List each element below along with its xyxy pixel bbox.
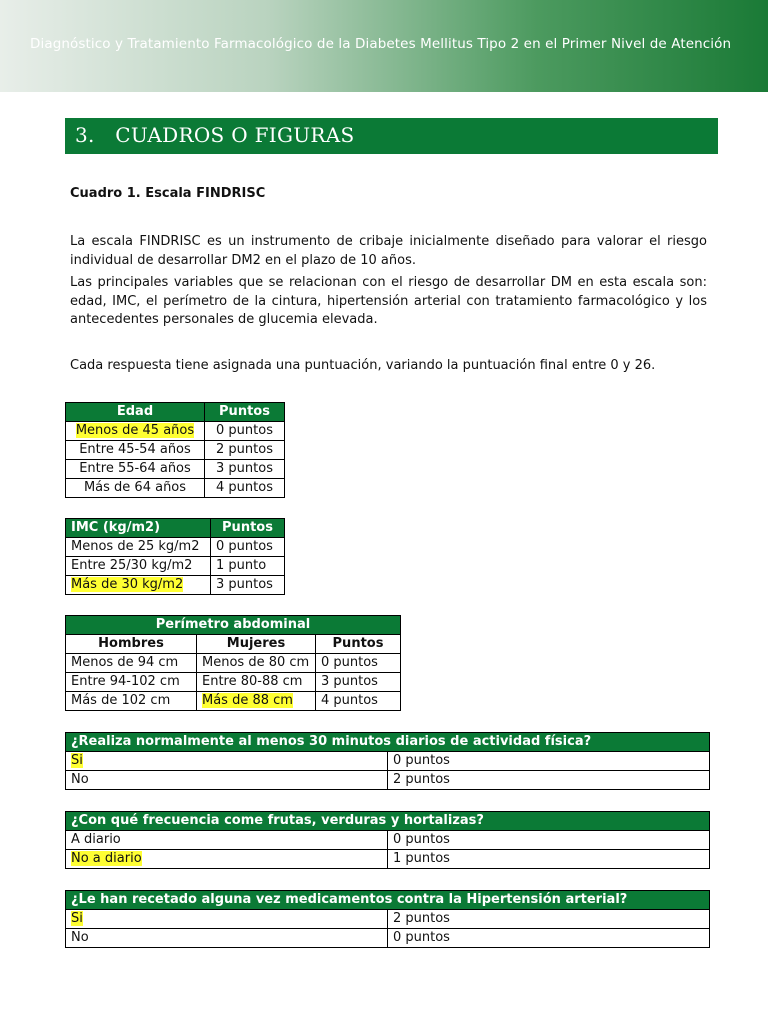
column-header: Hombres [66, 635, 197, 654]
table-row [66, 929, 710, 948]
paragraph-variables: Las principales variables que se relacionan con el riesgo de desarrollar DM en esta escala son: edad, IMC, el perímetro de la cintura, hipertensión arterial con tratamiento farmacológico y los antecedentes personales de glucemia elevada. [70, 275, 707, 327]
frutas-table [65, 811, 710, 869]
table-cell: 3 puntos [205, 460, 285, 479]
table-cell: 1 punto [211, 557, 285, 576]
table-row [66, 479, 285, 498]
table-cell: 1 puntos [388, 850, 710, 869]
table-title-row [66, 733, 710, 752]
table-cell [66, 752, 388, 771]
table-cell [197, 692, 316, 711]
table-cell: Menos de 25 kg/m2 [66, 538, 211, 557]
highlighted-text: Más de 30 kg/m2 [71, 577, 184, 593]
table-row [66, 850, 710, 869]
table-title-row [66, 891, 710, 910]
column-header: Mujeres [197, 635, 316, 654]
paragraph-intro: La escala FINDRISC es un instrumento de cribaje inicialmente diseñado para valorar el riesgo individual de desarrollar DM2 en el plazo de 10 años. [70, 234, 707, 268]
table-title: ¿Realiza normalmente al menos 30 minutos diarios de actividad física? [66, 733, 710, 752]
table-cell: 2 puntos [388, 771, 710, 790]
table-cell [66, 576, 211, 595]
table-title: ¿Le han recetado alguna vez medicamentos contra la Hipertensión arterial? [66, 891, 710, 910]
table-cell: Entre 25/30 kg/m2 [66, 557, 211, 576]
table-row [66, 576, 285, 595]
table-cell: Entre 80-88 cm [197, 673, 316, 692]
table-header-row [66, 519, 285, 538]
banner-title: Diagnóstico y Tratamiento Farmacológico de la Diabetes Mellitus Tipo 2 en el Primer Nivel de Atención [30, 36, 732, 52]
table-cell: Entre 55-64 años [66, 460, 205, 479]
section-heading-bar [65, 118, 718, 154]
table-header-row [66, 403, 285, 422]
table-cell: Más de 64 años [66, 479, 205, 498]
table-cell: A diario [66, 831, 388, 850]
table-cell: Más de 102 cm [66, 692, 197, 711]
column-header: Edad [66, 403, 205, 422]
table-cell [66, 422, 205, 441]
table-cell: 4 puntos [316, 692, 401, 711]
table-row [66, 752, 710, 771]
table-title-row [66, 616, 401, 635]
table-row [66, 422, 285, 441]
table-cell: No [66, 929, 388, 948]
table-cell: Entre 45-54 años [66, 441, 205, 460]
table-title: ¿Con qué frecuencia come frutas, verduras y hortalizas? [66, 812, 710, 831]
paragraph-score: Cada respuesta tiene asignada una puntuación, variando la puntuación final entre 0 y 26. [70, 358, 656, 373]
table-cell: Menos de 94 cm [66, 654, 197, 673]
column-header: Puntos [211, 519, 285, 538]
perimetro-table [65, 615, 401, 711]
table-cell: Menos de 80 cm [197, 654, 316, 673]
header-banner [0, 0, 768, 92]
imc-table [65, 518, 285, 595]
highlighted-text: Más de 88 cm [202, 693, 293, 709]
table-row [66, 910, 710, 929]
table-cell: 2 puntos [388, 910, 710, 929]
table-cell: Entre 94-102 cm [66, 673, 197, 692]
column-header: Puntos [316, 635, 401, 654]
table-cell [66, 910, 388, 929]
table-cell [66, 850, 388, 869]
highlighted-text: Si [71, 911, 83, 927]
table-cell: 0 puntos [388, 752, 710, 771]
table-row [66, 771, 710, 790]
hipertension-table [65, 890, 710, 948]
actividad-table [65, 732, 710, 790]
table-cell: No [66, 771, 388, 790]
table-title-row [66, 812, 710, 831]
table-row [66, 673, 401, 692]
table-subheader-row [66, 635, 401, 654]
table-row [66, 441, 285, 460]
column-header: IMC (kg/m2) [66, 519, 211, 538]
table-title: Perímetro abdominal [66, 616, 401, 635]
highlighted-text: No a diario [71, 851, 142, 867]
cuadro-title: Cuadro 1. Escala FINDRISC [70, 186, 266, 201]
table-row [66, 557, 285, 576]
table-cell: 3 puntos [211, 576, 285, 595]
highlighted-text: Si [71, 753, 83, 769]
table-cell: 0 puntos [205, 422, 285, 441]
table-cell: 4 puntos [205, 479, 285, 498]
highlighted-text: Menos de 45 años [75, 423, 195, 439]
section-title: 3. CUADROS O FIGURAS [75, 123, 355, 147]
table-row [66, 692, 401, 711]
table-cell: 0 puntos [388, 929, 710, 948]
table-cell: 2 puntos [205, 441, 285, 460]
table-row [66, 654, 401, 673]
column-header: Puntos [205, 403, 285, 422]
table-cell: 0 puntos [388, 831, 710, 850]
table-cell: 3 puntos [316, 673, 401, 692]
table-cell: 0 puntos [211, 538, 285, 557]
table-cell: 0 puntos [316, 654, 401, 673]
table-row [66, 831, 710, 850]
edad-table [65, 402, 285, 498]
table-row [66, 538, 285, 557]
table-row [66, 460, 285, 479]
